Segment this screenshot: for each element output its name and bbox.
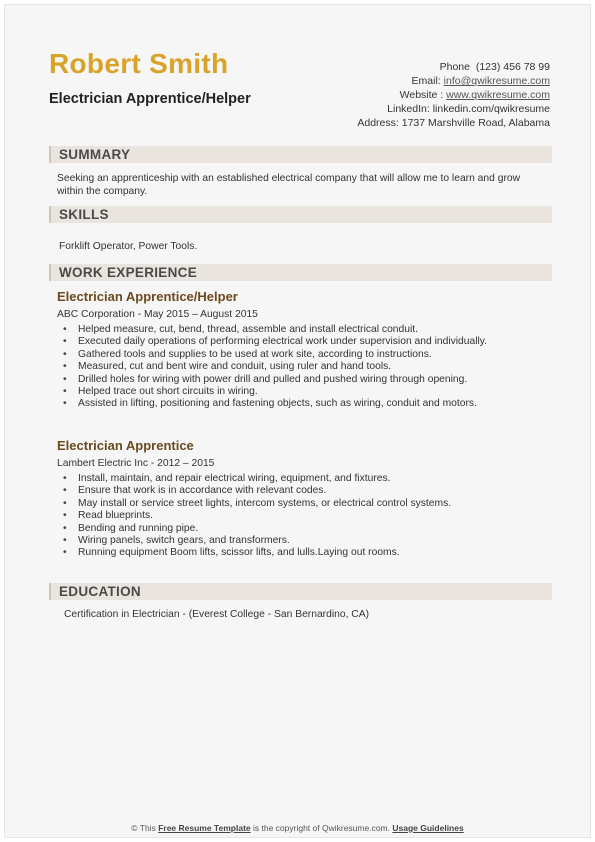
education-heading: EDUCATION <box>59 584 141 599</box>
footer-prefix: © This <box>131 823 156 833</box>
education-section-header <box>49 583 552 600</box>
job-role: Electrician Apprentice <box>57 438 194 453</box>
list-item: • Wiring panels, switch gears, and transformers. <box>57 535 451 547</box>
list-item: • Measured, cut and bent wire and conduit, using ruler and hand tools. <box>57 361 487 373</box>
contact-website <box>357 88 550 102</box>
contact-address <box>357 116 550 130</box>
candidate-name: Robert Smith <box>49 48 229 79</box>
summary-heading: SUMMARY <box>59 147 131 162</box>
email-label: Email: <box>411 75 441 87</box>
email-link[interactable]: info@qwikresume.com <box>443 75 550 87</box>
skills-text: Forklift Operator, Power Tools. <box>59 241 198 252</box>
skills-section-header <box>49 206 552 223</box>
list-item: • Helped measure, cut, bend, thread, assemble and install electrical conduit. <box>57 324 487 336</box>
address-value: 1737 Marshville Road, Alabama <box>401 117 550 129</box>
summary-section-header <box>49 146 552 163</box>
experience-heading: WORK EXPERIENCE <box>59 265 198 280</box>
address-label: Address: <box>357 117 399 129</box>
list-item: • Install, maintain, and repair electrical wiring, equipment, and fixtures. <box>57 473 451 485</box>
contact-linkedin <box>357 102 550 116</box>
skills-heading: SKILLS <box>59 207 109 222</box>
list-item: • Ensure that work is in accordance with relevant codes. <box>57 485 451 497</box>
experience-section-header <box>49 264 552 281</box>
free-resume-template-link[interactable]: Free Resume Template <box>158 823 251 833</box>
list-item: • Assisted in lifting, positioning and fastening objects, such as wiring, conduit and motors. <box>57 398 487 410</box>
education-text: Certification in Electrician - (Everest College - San Bernardino, CA) <box>64 609 370 620</box>
website-link[interactable]: www.qwikresume.com <box>446 89 550 101</box>
list-item: • Read blueprints. <box>57 510 451 522</box>
usage-guidelines-link[interactable]: Usage Guidelines <box>392 823 464 833</box>
job-company: ABC Corporation - May 2015 – August 2015 <box>57 309 258 320</box>
job-bullets <box>57 473 451 560</box>
candidate-title: Electrician Apprentice/Helper <box>49 91 251 107</box>
list-item: • Helped trace out short circuits in wiring. <box>57 386 487 398</box>
summary-text: Seeking an apprenticeship with an established electrical company that will allow me to learn and grow within the company. <box>57 173 521 197</box>
contact-phone <box>357 60 550 74</box>
list-item: • Running equipment Boom lifts, scissor lifts, and lulls.Laying out rooms. <box>57 547 451 559</box>
list-item: • Bending and running pipe. <box>57 523 451 535</box>
list-item: • May install or service street lights, intercom systems, or electrical control systems. <box>57 498 451 510</box>
contact-email <box>357 74 550 88</box>
phone-value: (123) 456 78 99 <box>475 61 550 73</box>
phone-label: Phone <box>439 61 470 73</box>
list-item: • Drilled holes for wiring with power drill and pulled and pushed wiring through opening. <box>57 374 487 386</box>
linkedin-value: linkedin.com/qwikresume <box>432 103 550 115</box>
footer-middle: is the copyright of Qwikresume.com. <box>253 823 390 833</box>
job-role: Electrician Apprentice/Helper <box>57 289 238 304</box>
job-company: Lambert Electric Inc - 2012 – 2015 <box>57 458 215 469</box>
job-bullets <box>57 324 487 411</box>
contact-block <box>357 60 550 130</box>
list-item: • Gathered tools and supplies to be used at work site, according to instructions. <box>57 349 487 361</box>
linkedin-label: LinkedIn: <box>387 103 430 115</box>
website-label: Website : <box>399 89 444 101</box>
list-item: • Executed daily operations of performing electrical work under supervision and individually. <box>57 336 487 348</box>
footer <box>0 823 595 833</box>
